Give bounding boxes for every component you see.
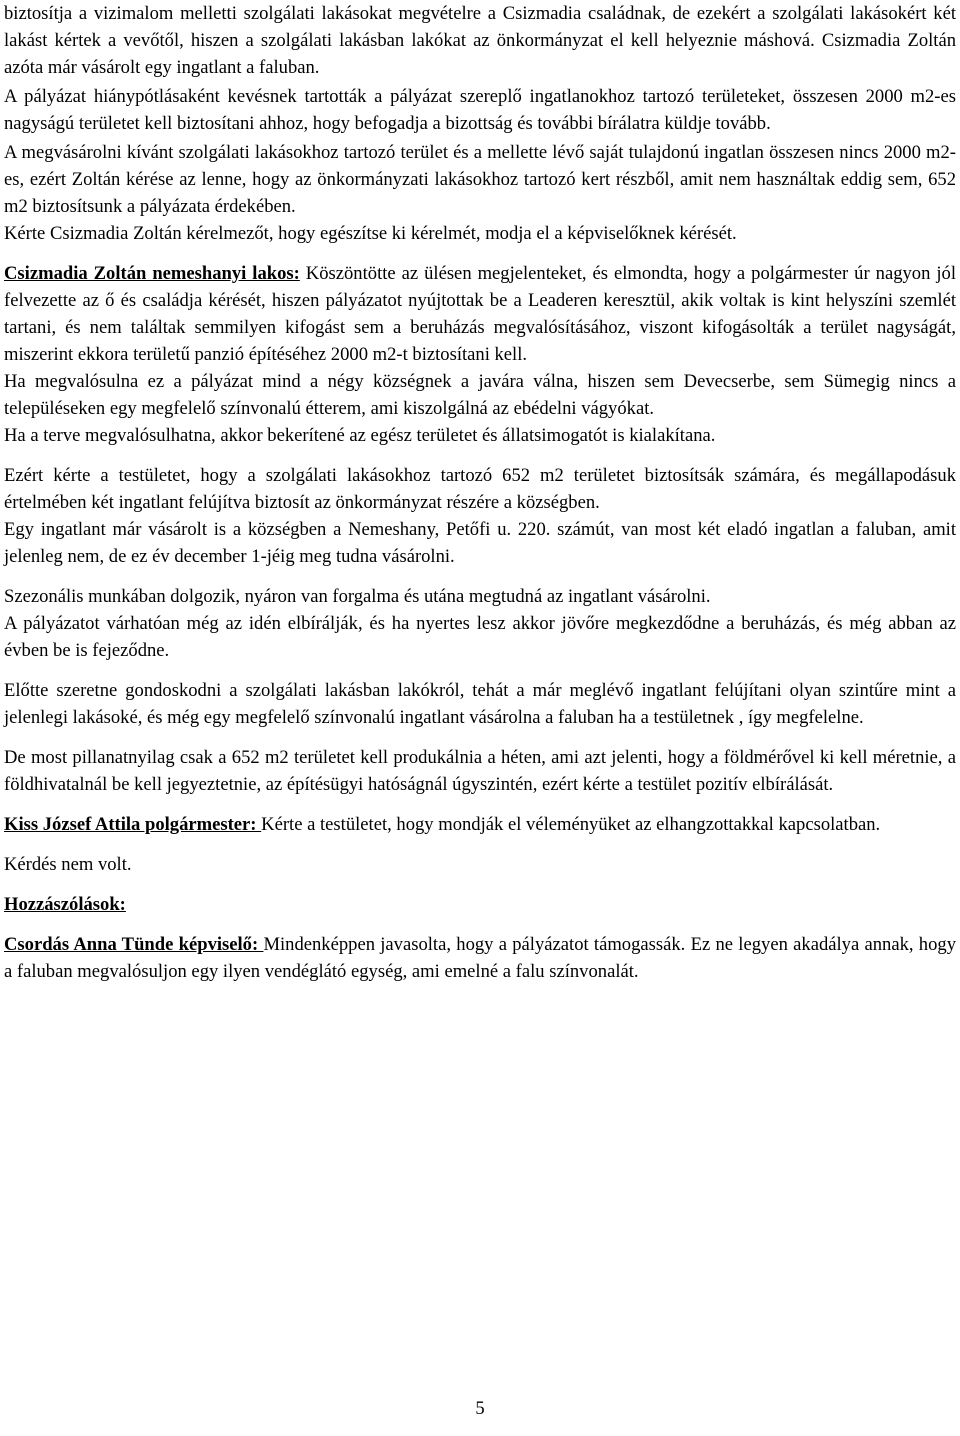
paragraph: Kérdés nem volt.	[4, 854, 132, 875]
speaker-name: Csizmadia Zoltán nemeshanyi lakos:	[4, 263, 300, 284]
speaker-name: Csordás Anna Tünde képviselő:	[4, 934, 264, 955]
speech-text: Kérte a testületet, hogy mondják el véleményüket az elhangzottakkal kapcsolatban.	[261, 814, 881, 835]
speaker-name: Kiss József Attila polgármester:	[4, 814, 262, 835]
heading-text: Hozzászólások:	[4, 894, 126, 915]
paragraph: A pályázatot várhatóan még az idén elbírálják, és ha nyertes lesz akkor jövőre megkezdődne a beruházás, és még abban az évben be is fejeződne.	[4, 613, 956, 661]
paragraph: Ha megvalósulna ez a pályázat mind a négy községnek a javára válna, hiszen sem Devecserbe, sem Sümegig nincs a településeken egy megfelelő színvonalú étterem, ami kiszolgálná az ebédelni vágyókat.	[4, 371, 956, 419]
page-number: 5	[475, 1398, 485, 1419]
paragraph: Előtte szeretne gondoskodni a szolgálati lakásban lakókról, tehát a már meglévő ingatlant felújítani olyan szintűre mint a jelenlegi lakásoké, és még egy megfelelő színvonalú ingatlant vásárolna a faluban ha a testületnek , így megfelelne.	[4, 680, 956, 728]
speech-text: Köszöntötte az ülésen megjelenteket, és elmondta, hogy a polgármester úr nagyon jól felvezette az ő és családja kérését, hiszen pályázatot nyújtottak be a Leaderen keresztül, akik voltak is kint helyszíni szemlét tartani, és nem találtak semmilyen kifogást sem a beruházás megvalósításához, viszont kifogásolták a terület nagyságát, miszerint ekkora területű panzió építéséhez 2000 m2-t biztosítani kell.	[4, 263, 956, 365]
paragraph	[4, 260, 956, 368]
paragraph: biztosítja a vizimalom melletti szolgálati lakásokat megvételre a Csizmadia családnak, de ezekért a szolgálati lakásokért két lakást kértek a vevőtől, hiszen a szolgálati lakásban lakókat az önkormányzat el kell helyeznie máshová. Csizmadia Zoltán azóta már vásárolt egy ingatlant a faluban.	[4, 3, 956, 78]
paragraph	[4, 811, 956, 838]
paragraph: De most pillanatnyilag csak a 652 m2 területet kell produkálnia a héten, ami azt jelenti, hogy a földmérővel ki kell méretnie, a földhivatalnál be kell jegyeztetnie, az építésügyi hatóságnál úgyszintén, ezért kérte a testület pozitív elbírálását.	[4, 747, 956, 795]
paragraph: Szezonális munkában dolgozik, nyáron van forgalma és utána megtudná az ingatlant vásárolni.	[4, 586, 711, 607]
paragraph: Egy ingatlant már vásárolt is a községben a Nemeshany, Petőfi u. 220. számút, van most két eladó ingatlan a faluban, amit jelenleg nem, de ez év december 1-jéig meg tudna vásárolni.	[4, 519, 956, 567]
paragraph: Ezért kérte a testületet, hogy a szolgálati lakásokhoz tartozó 652 m2 területet biztosítsák számára, és megállapodásuk értelmében két ingatlant felújítva biztosít az önkormányzat részére a községben.	[4, 465, 956, 513]
document-page	[4, 0, 956, 985]
paragraph: A pályázat hiánypótlásaként kevésnek tartották a pályázat szereplő ingatlanokhoz tartozó területeket, összesen 2000 m2-es nagyságú területet kell biztosítani ahhoz, hogy befogadja a bizottság és további bírálatra küldje tovább.	[4, 86, 956, 134]
paragraph: A megvásárolni kívánt szolgálati lakásokhoz tartozó terület és a mellette lévő saját tulajdonú ingatlan összesen nincs 2000 m2-es, ezért Zoltán kérése az lenne, hogy az önkormányzati lakásokhoz tartozó kert részből, amit nem használtak eddig sem, 652 m2 biztosítsunk a pályázata érdekében.	[4, 142, 956, 217]
paragraph	[4, 931, 956, 985]
paragraph: Ha a terve megvalósulhatna, akkor bekerítené az egész területet és állatsimogatót is kialakítana.	[4, 425, 716, 446]
speech-text: Mindenképpen javasolta, hogy a pályázatot támogassák. Ez ne legyen akadálya annak, hogy a faluban megvalósuljon egy ilyen vendéglátó egység, ami emelné a falu színvonalát.	[4, 934, 956, 982]
paragraph: Kérte Csizmadia Zoltán kérelmezőt, hogy egészítse ki kérelmét, modja el a képviselőknek kérését.	[4, 223, 737, 244]
section-heading	[4, 891, 956, 918]
